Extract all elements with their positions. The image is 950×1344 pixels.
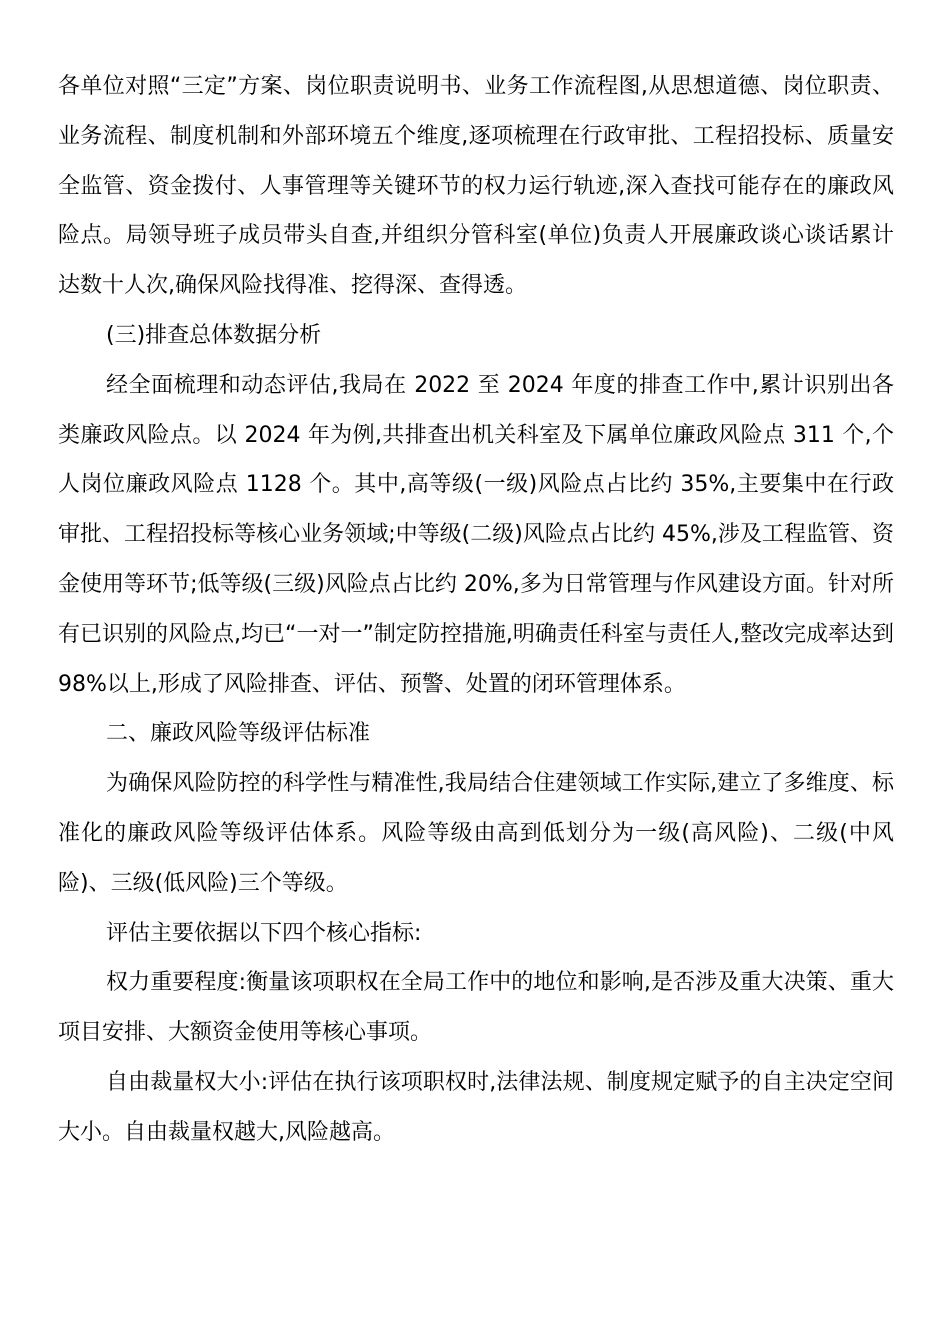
section-heading-data-analysis: (三)排查总体数据分析 <box>106 322 322 348</box>
paragraph-dimension-review: 各单位对照“三定”方案、岗位职责说明书、业务工作流程图,从思想道德、岗位职责、业务流程、制度机制和外部环境五个维度,逐项梳理在行政审批、工程招投标、质量安全监管、资金拨付、人事管理等关键环节的权力运行轨迹,深入查找可能存在的廉政风险点。局领导班子成员带头自查,并组织分管科室(单位)负责人开展廉政谈心谈话累计达数十人次,确保风险找得准、挖得深、查得透。 <box>58 74 894 299</box>
section-heading-risk-standard: 二、廉政风险等级评估标准 <box>106 721 371 747</box>
paragraph-power-importance: 权力重要程度:衡量该项职权在全局工作中的地位和影响,是否涉及重大决策、重大项目安排、大额资金使用等核心事项。 <box>58 970 894 1046</box>
paragraph-core-indicators: 评估主要依据以下四个核心指标: <box>106 920 422 946</box>
paragraph-risk-system: 为确保风险防控的科学性与精准性,我局结合住建领域工作实际,建立了多维度、标准化的廉政风险等级评估体系。风险等级由高到低划分为一级(高风险)、二级(中风险)、三级(低风险)三个等级。 <box>58 771 894 896</box>
paragraph-discretion: 自由裁量权大小:评估在执行该项职权时,法律法规、制度规定赋予的自主决定空间大小。自由裁量权越大,风险越高。 <box>58 1069 894 1145</box>
document-body <box>58 62 894 1158</box>
paragraph-data-analysis: 经全面梳理和动态评估,我局在 2022 至 2024 年度的排查工作中,累计识别出各类廉政风险点。以 2024 年为例,共排查出机关科室及下属单位廉政风险点 311 个,个人岗位廉政风险点 1128 个。其中,高等级(一级)风险点占比约 35%,主要集中在行政审批、工程招投标等核心业务领域;中等级(二级)风险点占比约 45%,涉及工程监管、资金使用等环节;低等级(三级)风险点占比约 20%,多为日常管理与作风建设方面。针对所有已识别的风险点,均已“一对一”制定防控措施,明确责任科室与责任人,整改完成率达到 98%以上,形成了风险排查、评估、预警、处置的闭环管理体系。 <box>58 372 894 697</box>
